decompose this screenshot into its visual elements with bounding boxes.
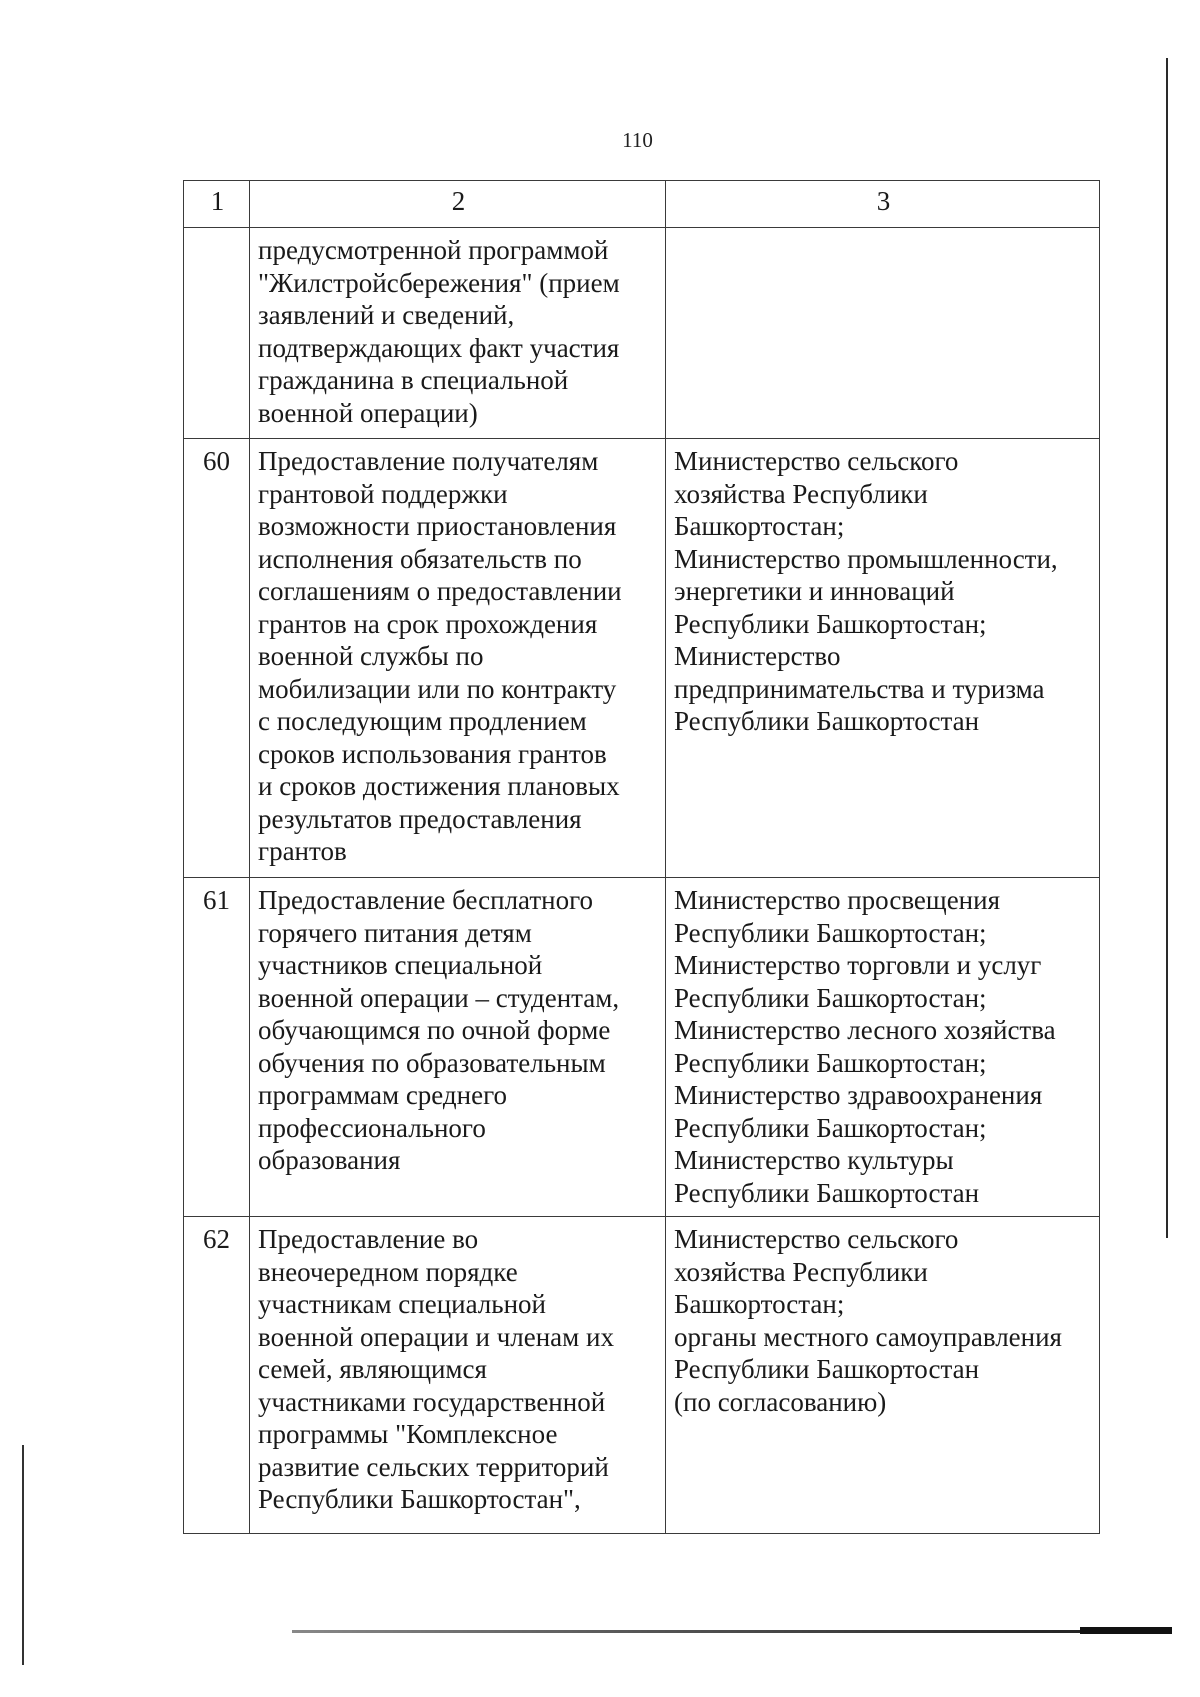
scan-edge-line-bottom [292,1630,1172,1633]
responsible-cell: Министерство сельского хозяйства Республики Башкортостан; Министерство промышленности, энергетики и инноваций Республики Башкортостан; Министерство предпринимательства и туризма Республики Башкортостан [666,439,1100,878]
measure-cell: Предоставление во внеочередном порядке участникам специальной военной операции и членам их семей, являющимся участниками государственной программы "Комплексное развитие сельских территорий Республики Башкортостан", [250,1217,666,1534]
table-row [184,1217,1100,1534]
column-header-responsible: 3 [666,181,1100,228]
scan-edge-line-left [22,1445,24,1665]
measure-cell: Предоставление бесплатного горячего питания детям участников специальной военной операции – студентам, обучающимся по очной форме обучения по образовательным программам среднего профессионального образования [250,878,666,1217]
scan-edge-line-right [1166,58,1168,1238]
responsible-cell: Министерство сельского хозяйства Республики Башкортостан; органы местного самоуправления Республики Башкортостан (по согласованию) [666,1217,1100,1534]
measures-table [183,180,1100,1534]
table-row [184,439,1100,878]
table-row [184,878,1100,1217]
column-header-measure: 2 [250,181,666,228]
responsible-cell: Министерство просвещения Республики Башкортостан; Министерство торговли и услуг Республики Башкортостан; Министерство лесного хозяйства Республики Башкортостан; Министерство здравоохранения Республики Башкортостан; Министерство культуры Республики Башкортостан [666,878,1100,1217]
scan-edge-mark-bottom [1080,1627,1172,1634]
column-header-number: 1 [184,181,250,228]
row-number: 60 [184,439,250,878]
row-number: 62 [184,1217,250,1534]
row-number [184,228,250,439]
table-row [184,228,1100,439]
table-header-row [184,181,1100,228]
row-number: 61 [184,878,250,1217]
measure-cell: Предоставление получателям грантовой поддержки возможности приостановления исполнения обязательств по соглашениям о предоставлении грантов на срок прохождения военной службы по мобилизации или по контракту с последующим продлением сроков использования грантов и сроков достижения плановых результатов предоставления грантов [250,439,666,878]
page-number: 110 [622,128,653,152]
responsible-cell [666,228,1100,439]
measure-cell: предусмотренной программой "Жилстройсбережения" (прием заявлений и сведений, подтверждающих факт участия гражданина в специальной военной операции) [250,228,666,439]
